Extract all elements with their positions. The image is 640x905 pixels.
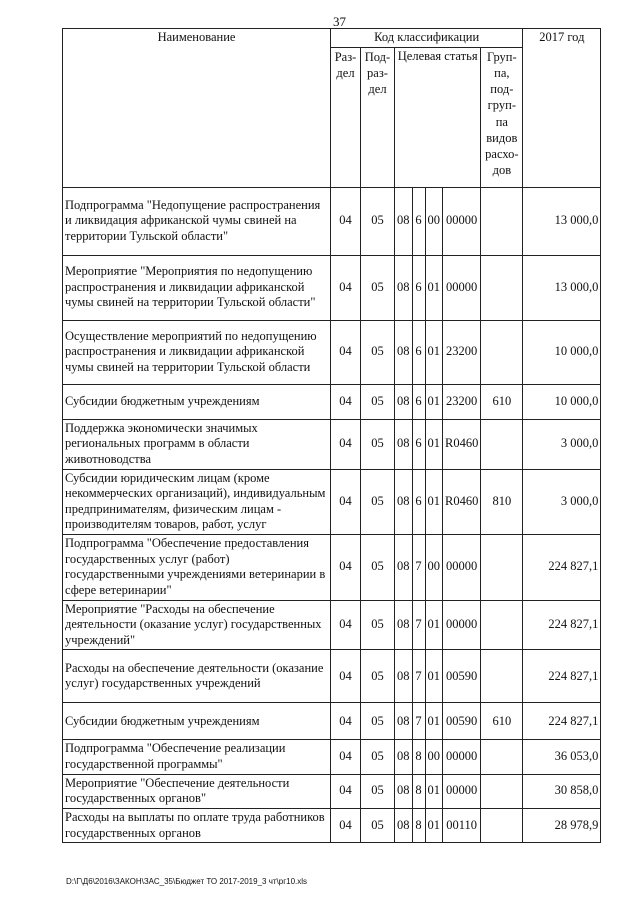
cell-t3: 01: [425, 600, 443, 650]
cell-name: Подпрограмма "Обеспечение реализации государственной программы": [63, 740, 331, 774]
cell-t1: 08: [395, 600, 413, 650]
cell-amount: 30 858,0: [523, 774, 601, 808]
cell-t2: 8: [412, 774, 425, 808]
table-row: [63, 703, 601, 740]
cell-name: Мероприятие "Обеспечение деятельности государственных органов": [63, 774, 331, 808]
table-row: [63, 255, 601, 320]
cell-razdel: 04: [331, 469, 361, 535]
cell-group: [481, 774, 523, 808]
cell-amount: 224 827,1: [523, 535, 601, 601]
cell-t1: 08: [395, 774, 413, 808]
cell-t3: 01: [425, 774, 443, 808]
cell-t3: 00: [425, 740, 443, 774]
cell-t4: 00000: [443, 535, 481, 601]
cell-podrazdel: 05: [361, 808, 395, 842]
cell-t1: 08: [395, 650, 413, 703]
cell-razdel: 04: [331, 808, 361, 842]
cell-t3: 01: [425, 320, 443, 384]
cell-t2: 6: [412, 187, 425, 255]
cell-razdel: 04: [331, 384, 361, 419]
cell-podrazdel: 05: [361, 740, 395, 774]
cell-group: [481, 187, 523, 255]
cell-podrazdel: 05: [361, 187, 395, 255]
cell-name: Субсидии бюджетным учреждениям: [63, 384, 331, 419]
cell-razdel: 04: [331, 774, 361, 808]
cell-t2: 6: [412, 384, 425, 419]
cell-t4: 00000: [443, 255, 481, 320]
cell-group: [481, 320, 523, 384]
table-row: [63, 650, 601, 703]
cell-t1: 08: [395, 535, 413, 601]
cell-group: [481, 419, 523, 469]
cell-razdel: 04: [331, 187, 361, 255]
cell-t2: 6: [412, 419, 425, 469]
cell-podrazdel: 05: [361, 419, 395, 469]
header-subsection: Под- раз- дел: [361, 47, 395, 187]
cell-t2: 7: [412, 535, 425, 601]
cell-razdel: 04: [331, 703, 361, 740]
cell-t2: 6: [412, 255, 425, 320]
cell-t4: 00000: [443, 600, 481, 650]
cell-t2: 8: [412, 740, 425, 774]
cell-name: Мероприятие "Расходы на обеспечение деятельности (оказание услуг) государственных учреждений": [63, 600, 331, 650]
cell-t3: 01: [425, 650, 443, 703]
header-year: 2017 год: [523, 29, 601, 188]
cell-group: [481, 650, 523, 703]
table-row: [63, 600, 601, 650]
cell-t3: 01: [425, 469, 443, 535]
cell-group: 610: [481, 384, 523, 419]
cell-podrazdel: 05: [361, 255, 395, 320]
cell-t1: 08: [395, 187, 413, 255]
header-classification: Код классификации: [331, 29, 523, 48]
cell-podrazdel: 05: [361, 703, 395, 740]
cell-razdel: 04: [331, 320, 361, 384]
cell-t3: 01: [425, 384, 443, 419]
cell-t4: 23200: [443, 384, 481, 419]
cell-amount: 13 000,0: [523, 255, 601, 320]
cell-t2: 6: [412, 469, 425, 535]
cell-t3: 01: [425, 808, 443, 842]
header-target: Целевая статья: [395, 47, 481, 187]
cell-amount: 3 000,0: [523, 419, 601, 469]
cell-t2: 7: [412, 600, 425, 650]
table-row: [63, 187, 601, 255]
page-number: 37: [333, 14, 346, 29]
table-row: [63, 808, 601, 842]
table-row: [63, 384, 601, 419]
cell-razdel: 04: [331, 419, 361, 469]
cell-name: Расходы на обеспечение деятельности (оказание услуг) государственных учреждений: [63, 650, 331, 703]
cell-amount: 3 000,0: [523, 469, 601, 535]
cell-t4: 00110: [443, 808, 481, 842]
cell-razdel: 04: [331, 535, 361, 601]
cell-t1: 08: [395, 740, 413, 774]
cell-group: [481, 535, 523, 601]
cell-t3: 01: [425, 255, 443, 320]
cell-t1: 08: [395, 320, 413, 384]
cell-t1: 08: [395, 419, 413, 469]
cell-razdel: 04: [331, 255, 361, 320]
cell-podrazdel: 05: [361, 320, 395, 384]
cell-t2: 7: [412, 703, 425, 740]
cell-razdel: 04: [331, 740, 361, 774]
cell-podrazdel: 05: [361, 384, 395, 419]
cell-group: 810: [481, 469, 523, 535]
cell-amount: 28 978,9: [523, 808, 601, 842]
cell-name: Поддержка экономически значимых региональных программ в области животноводства: [63, 419, 331, 469]
cell-t4: 23200: [443, 320, 481, 384]
cell-amount: 224 827,1: [523, 600, 601, 650]
header-group: Груп- па, под- груп- па видов расхо- дов: [481, 47, 523, 187]
cell-group: [481, 600, 523, 650]
table-row: [63, 469, 601, 535]
cell-t3: 00: [425, 187, 443, 255]
cell-podrazdel: 05: [361, 600, 395, 650]
cell-t3: 00: [425, 535, 443, 601]
cell-name: Субсидии бюджетным учреждениям: [63, 703, 331, 740]
cell-t1: 08: [395, 255, 413, 320]
header-name: Наименование: [63, 29, 331, 188]
cell-podrazdel: 05: [361, 535, 395, 601]
cell-t4: R0460: [443, 419, 481, 469]
cell-t3: 01: [425, 703, 443, 740]
cell-amount: 10 000,0: [523, 320, 601, 384]
cell-group: 610: [481, 703, 523, 740]
cell-t4: 00590: [443, 650, 481, 703]
cell-name: Подпрограмма "Обеспечение предоставления государственных услуг (работ) государственными учреждениями ветеринарии в сфере ветеринарии": [63, 535, 331, 601]
cell-amount: 224 827,1: [523, 703, 601, 740]
cell-t1: 08: [395, 469, 413, 535]
cell-group: [481, 740, 523, 774]
cell-podrazdel: 05: [361, 774, 395, 808]
cell-razdel: 04: [331, 650, 361, 703]
cell-group: [481, 808, 523, 842]
cell-name: Субсидии юридическим лицам (кроме некоммерческих организаций), индивидуальным предпринимателям, физическим лицам - производителям товаров, работ, услуг: [63, 469, 331, 535]
cell-name: Мероприятие "Мероприятия по недопущению распространения и ликвидации африканской чумы свиней на территории Тульской области": [63, 255, 331, 320]
cell-t4: 00000: [443, 740, 481, 774]
table-row: [63, 774, 601, 808]
budget-table: [62, 28, 601, 843]
file-path-footer: D:\Г\Д6\2016\ЗАКОН\ЗАС_35\Бюджет ТО 2017-2019_3 чт\рг10.xls: [66, 877, 308, 886]
header-section: Раз- дел: [331, 47, 361, 187]
table-row: [63, 535, 601, 601]
cell-amount: 36 053,0: [523, 740, 601, 774]
table-row: [63, 320, 601, 384]
cell-t4: 00000: [443, 187, 481, 255]
cell-name: Подпрограмма "Недопущение распространения и ликвидация африканской чумы свиней на территории Тульской области": [63, 187, 331, 255]
cell-podrazdel: 05: [361, 650, 395, 703]
cell-t1: 08: [395, 384, 413, 419]
cell-amount: 13 000,0: [523, 187, 601, 255]
table-row: [63, 419, 601, 469]
cell-t4: R0460: [443, 469, 481, 535]
cell-t1: 08: [395, 808, 413, 842]
cell-t2: 8: [412, 808, 425, 842]
cell-amount: 10 000,0: [523, 384, 601, 419]
cell-name: Осуществление мероприятий по недопущению распространения и ликвидации африканской чумы свиней на территории Тульской области: [63, 320, 331, 384]
table-row: [63, 740, 601, 774]
cell-t4: 00590: [443, 703, 481, 740]
cell-group: [481, 255, 523, 320]
cell-name: Расходы на выплаты по оплате труда работников государственных органов: [63, 808, 331, 842]
cell-t3: 01: [425, 419, 443, 469]
cell-t2: 7: [412, 650, 425, 703]
cell-t4: 00000: [443, 774, 481, 808]
cell-t1: 08: [395, 703, 413, 740]
cell-amount: 224 827,1: [523, 650, 601, 703]
cell-t2: 6: [412, 320, 425, 384]
cell-podrazdel: 05: [361, 469, 395, 535]
cell-razdel: 04: [331, 600, 361, 650]
